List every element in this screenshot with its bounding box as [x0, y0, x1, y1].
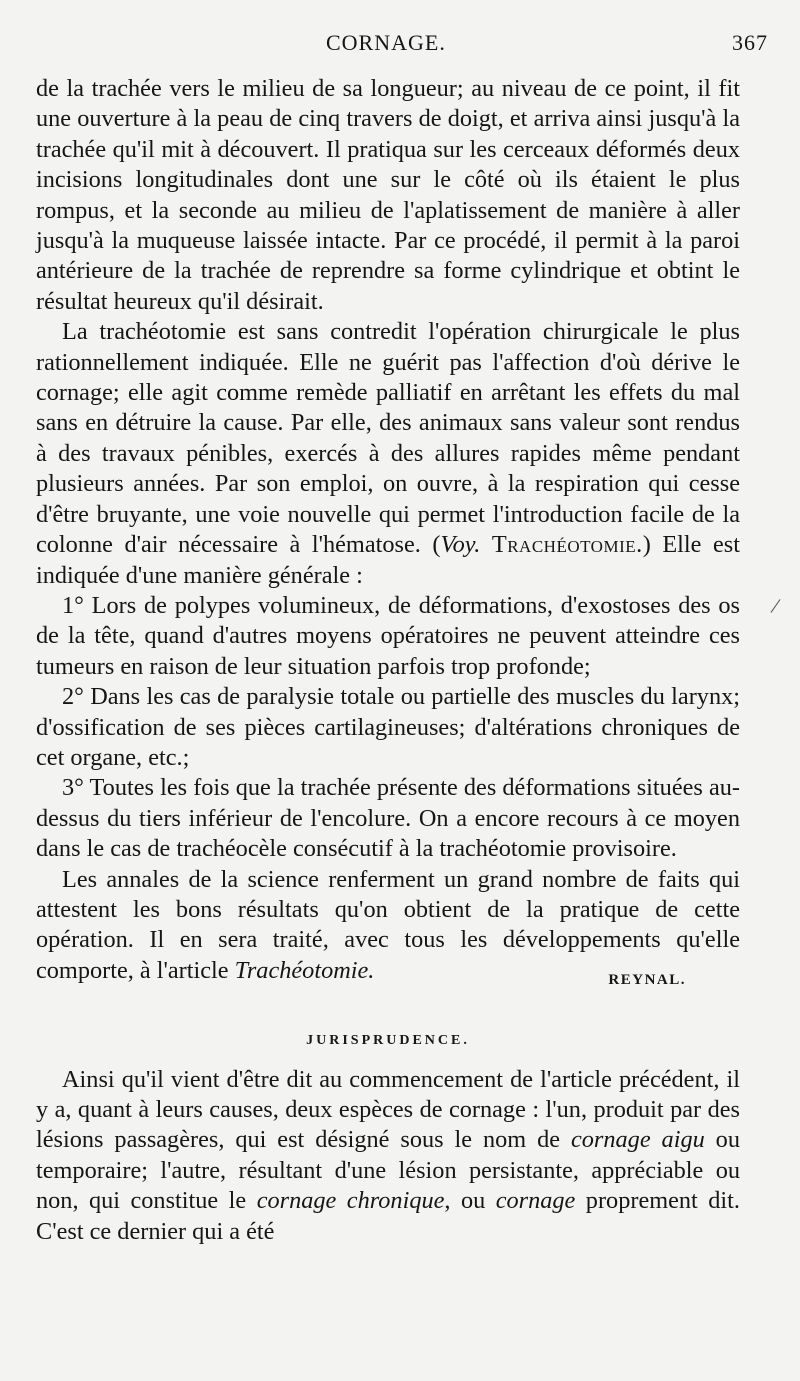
- running-title: CORNAGE.: [326, 30, 446, 55]
- term-cornage-chronique: cornage chronique: [256, 1187, 445, 1215]
- term-cornage: cornage: [495, 1187, 576, 1215]
- paragraph-text: , ou: [444, 1187, 496, 1215]
- list-item-text: 1° Lors de polypes volumineux, de déformations, d'exostoses des os de la tête, quand d'autres moyens opératoires ne peuvent atteindre ces tumeurs en raison de leur situation parfois trop profonde;: [36, 591, 740, 680]
- paragraph-tracheal-procedure: [36, 74, 740, 317]
- paragraph-tracheotomy: [36, 317, 740, 591]
- paragraph-text: Les annales de la science renferment un grand nombre de faits qui attestent les bons résultats qu'on obtient de la pratique de cette opération. Il en sera traité, avec tous les développements qu'elle comporte, à l'article: [36, 865, 740, 984]
- body-text: [36, 74, 740, 1247]
- cross-reference: Trachéotomie.: [491, 531, 643, 559]
- section-heading: JURISPRUDENCE.: [306, 1033, 470, 1049]
- page-number: 367: [732, 30, 768, 55]
- margin-mark: [771, 599, 781, 613]
- article-reference: Trachéotomie.: [234, 956, 375, 984]
- paragraph-text: ou temporaire; l'autre, résultant d'une lésion persistante, appréciable ou non, qui constitue le: [36, 1126, 740, 1215]
- paragraph-annals: [36, 865, 740, 987]
- paragraph-text: Ainsi qu'il vient d'être dit au commencement de l'article précédent, il y a, quant à leurs causes, deux espèces de cornage : l'un, produit par des lésions passagères, qui est désigné sous le nom de: [36, 1065, 740, 1154]
- paragraph-jurisprudence: [36, 1065, 740, 1247]
- list-item-1: [36, 591, 740, 682]
- list-item-text: 2° Dans les cas de paralysie totale ou partielle des muscles du larynx; d'ossification de ses pièces cartilagineuses; d'altérations chroniques de cet organe, etc.;: [36, 683, 740, 771]
- paragraph-text: La trachéotomie est sans contredit l'opération chirurgicale le plus rationnellement indiquée. Elle ne guérit pas l'affection d'où dérive le cornage; elle agit comme remède palliatif en arrêtant les effets du mal sans en détruire la cause. Par elle, des animaux sans valeur sont rendus à des travaux pénibles, exercés à des allures rapides même pendant plusieurs années. Par son emploi, on ouvre, à la respiration qui cesse d'être bruyante, une voie nouvelle qui permet l'introduction facile de la colonne d'air nécessaire à l'hématose. (: [36, 318, 740, 559]
- list-item-text: 3° Toutes les fois que la trachée présente des déformations situées au-dessus du tiers inférieur de l'encolure. On a encore recours à ce moyen dans le cas de trachéocèle consécutif à la trachéotomie provisoire.: [36, 774, 740, 863]
- running-head: [36, 30, 768, 74]
- paragraph-text: proprement dit. C'est ce dernier qui a été: [36, 1187, 740, 1245]
- voy-abbrev: Voy.: [440, 531, 481, 559]
- list-item-3: [36, 773, 740, 864]
- list-item-2: [36, 682, 740, 773]
- author-signature: REYNAL.: [608, 971, 686, 988]
- term-cornage-aigu: cornage aigu: [571, 1126, 705, 1154]
- paragraph-text: de la trachée vers le milieu de sa longueur; au niveau de ce point, il fit une ouverture à la peau de cinq travers de doigt, et arriva ainsi jusqu'à la trachée qu'il mit à découvert. Il pratiqua sur les cerceaux déformés deux incisions longitudinales dont une sur le côté où ils étaient le plus rompus, et la seconde au milieu de l'aplatissement de manière à aller jusqu'à la muqueuse laissée intacte. Par ce procédé, il permit à la paroi antérieure de la trachée de reprendre sa forme cylindrique et obtint le résultat heureux qu'il désirait.: [36, 75, 740, 315]
- paragraph-text-after: ) Elle est indiquée d'une manière générale :: [36, 531, 741, 589]
